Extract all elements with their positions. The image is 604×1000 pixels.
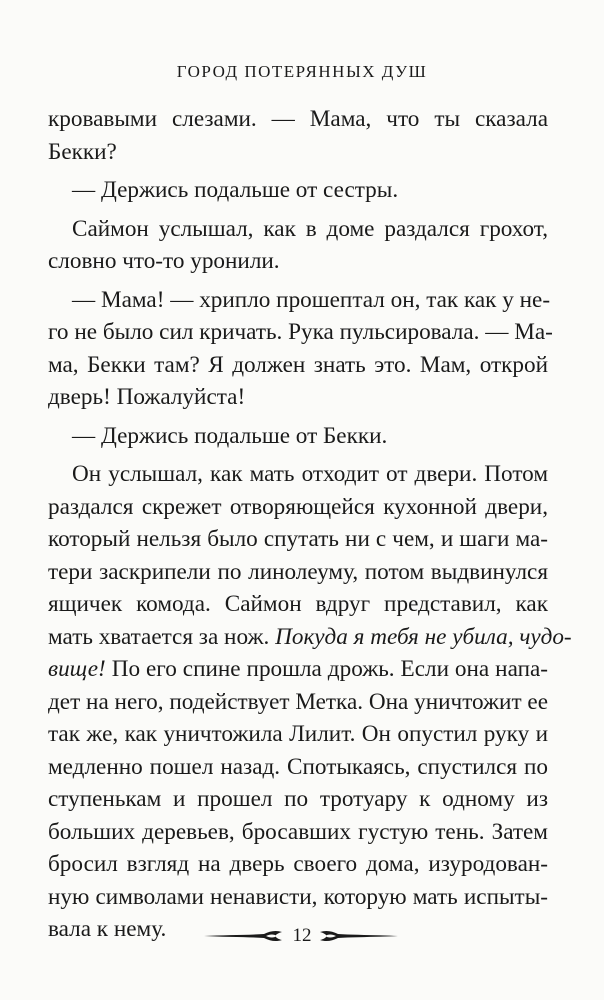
- text-line-mixed: [48, 621, 572, 654]
- text-line: го не было сил кричать. Рука пульсировала. — Ма-: [48, 319, 553, 345]
- text-line: дверь! Пожалуйста!: [48, 384, 246, 410]
- left-flourish-icon: [204, 929, 286, 943]
- text-line: кровавыми слезами. — Мама, что ты сказала: [48, 106, 548, 132]
- text-line: вала к нему.: [48, 916, 167, 942]
- italic-text: вище!: [48, 656, 106, 682]
- text-line: медленно пошел назад. Спотыкаясь, спустился по: [48, 753, 548, 780]
- right-flourish-icon: [316, 929, 398, 943]
- text-line: тери заскрипели по линолеуму, потом выдвинулся: [48, 558, 548, 585]
- text-line: ящичек комода. Саймон вдруг представил, как: [48, 591, 548, 617]
- text-line: Он услышал, как мать отходит от двери. Потом: [72, 461, 548, 487]
- text-line-mixed: [48, 653, 548, 686]
- text-line: ма, Бекки там? Я должен знать это. Мам, открой: [48, 351, 548, 378]
- running-head: ГОРОД ПОТЕРЯННЫХ ДУШ: [176, 62, 428, 81]
- text-line: ступенькам и прошел по тротуару к одному из: [48, 786, 548, 812]
- text-line: — Мама! — хрипло прошептал он, так как у не-: [72, 286, 551, 313]
- text-segment: По его спине прошла дрожь. Если она напа-: [111, 656, 548, 682]
- text-line: больших деревьев, бросавших густую тень. Затем: [48, 818, 548, 845]
- text-line: Бекки?: [48, 138, 117, 165]
- text-line: бросил взгляд на дверь своего дома, изуродован-: [48, 851, 548, 877]
- text-line: словно что-то уронили.: [48, 248, 280, 274]
- text-line: который нельзя было спутать ни с чем, и шаги ма-: [48, 526, 548, 552]
- page-number: 12: [292, 925, 312, 946]
- text-line: так же, как уничтожила Лилит. Он опустил руку и: [48, 721, 548, 747]
- text-line: дет на него, подействует Метка. Она уничтожит ее: [48, 688, 548, 715]
- text-line: — Держись подальше от Бекки.: [72, 422, 388, 449]
- body-text: [48, 103, 572, 946]
- text-line: ную символами ненависти, которую мать испыты-: [48, 883, 548, 910]
- text-segment: мать хватается за нож.: [48, 623, 270, 650]
- page-footer: [0, 925, 604, 949]
- text-line: Саймон услышал, как в доме раздался грохот,: [72, 215, 548, 242]
- text-line: — Держись подальше от сестры.: [72, 177, 399, 203]
- text-line: раздался скрежет отворяющейся кухонной двери,: [48, 493, 548, 520]
- italic-text: Покуда я тебя не убила, чудо-: [275, 623, 572, 650]
